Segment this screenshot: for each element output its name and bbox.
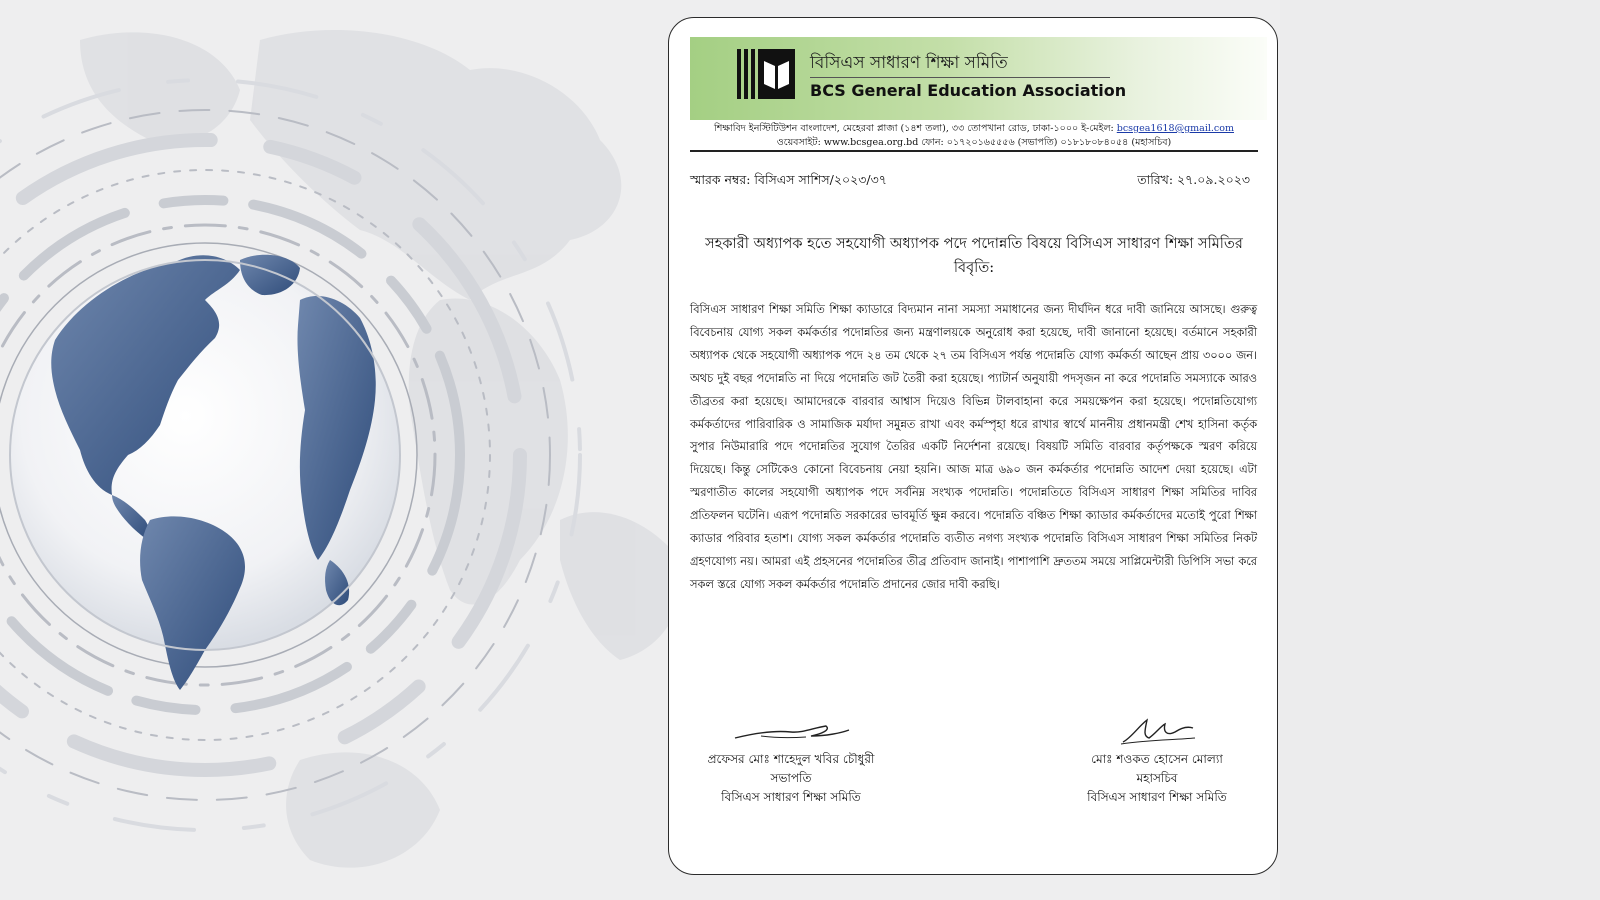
signatory-designation: মহাসচিব [1136,771,1178,785]
signature-mark [1117,716,1197,746]
header-divider [690,150,1258,152]
signatory-name: মোঃ শওকত হোসেন মোল্যা [1091,752,1223,766]
signature-mark [731,716,851,746]
document-body: বিসিএস সাধারণ শিক্ষা সমিতি শিক্ষা ক্যাডারে বিদ্যমান নানা সমস্যা সমাধানের জন্য দীর্ঘদিন ধরে দাবী জানিয়ে আসছে। গুরুত্ব বিবেচনায় যোগ্য সকল কর্মকর্তার পদোন্নতির জন্য মন্ত্রণালয়কে অনুরোধ করা হয়েছে, দাবী জানানো হয়েছে। বর্তমানে সহকারী অধ্যাপক থেকে সহযোগী অধ্যাপক পদে ২৪ তম থেকে ২৭ তম বিসিএস পর্যন্ত পদোন্নতি যোগ্য কর্মকর্তা আছেন প্রায় ৩০০০ জন। অথচ দুই বছর পদোন্নতি না দিয়ে পদোন্নতি জট তৈরী করা হয়েছে। প্যাটার্ন অনুযায়ী পদসৃজন না করে পদোন্নতি সমস্যাকে আরও তীব্রতর করা হয়েছে। আমাদেরকে বারবার আশ্বাস দিয়েও বিভিন্ন টালবাহানা করে সময়ক্ষেপন করা হয়েছে। পদোন্নতিযোগ্য কর্মকর্তাদের পারিবারিক ও সামাজিক মর্যাদা সমুন্নত রাখা এবং কর্মস্পৃহা ধরে রাখার স্বার্থে মাননীয় প্রধানমন্ত্রী শেখ হাসিনা কর্তৃক সুপার নিউমারারি পদে পদোন্নতির সুযোগ তৈরির একটি নির্দেশনা রয়েছে। বিষয়টি সমিতি বারবার কর্তৃপক্ষকে স্মরণ করিয়ে দিয়েছে। কিন্তু সেটিকেও কোনো বিবেচনায় নেয়া হয়নি। আজ মাত্র ৬৯০ জন কর্মকর্তার পদোন্নতি আদেশ দেয়া হয়েছে। এটা স্মরণাতীত কালের সহযোগী অধ্যাপক পদে সর্বনিম্ন সংখ্যক পদোন্নতি। পদোন্নতিতে বিসিএস সাধারণ শিক্ষা সমিতির দাবির প্রতিফলন ঘটেনি। এরূপ পদোন্নতি সরকারের ভাবমূর্তি ক্ষুন্ন করবে। পদোন্নতি বঞ্চিত শিক্ষা ক্যাডার কর্মকর্তাদের মতোই পুরো শিক্ষা ক্যাডার পরিবার হতাশ। যোগ্য সকল কর্মকর্তার পদোন্নতি ব্যতীত নগণ্য সংখ্যক পদোন্নতি বিসিএস সাধারণ শিক্ষা সমিতির নিকট গ্রহণযোগ্য নয়। আমরা এই প্রহসনের পদোন্নতির তীব্র প্রতিবাদ জানাই। পাশাপাশি দ্রুততম সময়ে সাপ্লিমেন্টারী ডিপিসি সভা করে সকল স্তরে যোগ্য সকল কর্মকর্তার পদোন্নতি প্রদানের জোর দাবী করছি। [690,303,1257,591]
globe-background-icon [0,0,700,900]
signatory-secretary [1057,716,1257,807]
signatory-name: প্রফেসর মোঃ শাহেদুল খবির চৌধুরী [707,752,875,766]
signatory-designation: সভাপতি [770,771,812,785]
org-name-english: BCS General Education Association [810,81,1127,100]
press-release-document [668,17,1278,875]
signatory-organization: বিসিএস সাধারণ শিক্ষা সমিতি [1087,790,1227,804]
book-logo-icon [737,49,795,99]
address-line [679,122,1269,137]
memo-date: তারিখ: ২৭.০৯.২০২৩ [1137,172,1250,187]
org-name-bangla: বিসিএস সাধারণ শিক্ষা সমিতি [810,53,1008,73]
signatory-president [691,716,891,807]
contact-line: ওয়েবসাইট: www.bcsgea.org.bd ফোন: ০১৭২০১৬৫৫৫৬ (সভাপতি) ০১৮১৮০৮৪০৫৪ (মহাসচিব) [776,137,1172,148]
document-title: সহকারী অধ্যাপক হতে সহযোগী অধ্যাপক পদে পদোন্নতি বিষয়ে বিসিএস সাধারণ শিক্ষা সমিতির বিবৃতি: [705,236,1243,276]
email-link[interactable]: bcsgea1618@gmail.com [1116,123,1234,134]
letterhead [690,37,1267,120]
signatory-organization: বিসিএস সাধারণ শিক্ষা সমিতি [721,790,861,804]
letterhead-divider [810,77,1110,78]
background-panel [1280,0,1600,900]
address-text: শিক্ষাবিদ ইনস্টিটিউশন বাংলাদেশ, মেহেরবা প্লাজা (১৪শ তলা), ৩৩ তোপখানা রোড, ঢাকা-১০০০ ই-মেইল: [713,123,1114,134]
memo-reference: স্মারক নম্বর: বিসিএস সাশিস/২০২৩/৩৭ [690,172,887,187]
